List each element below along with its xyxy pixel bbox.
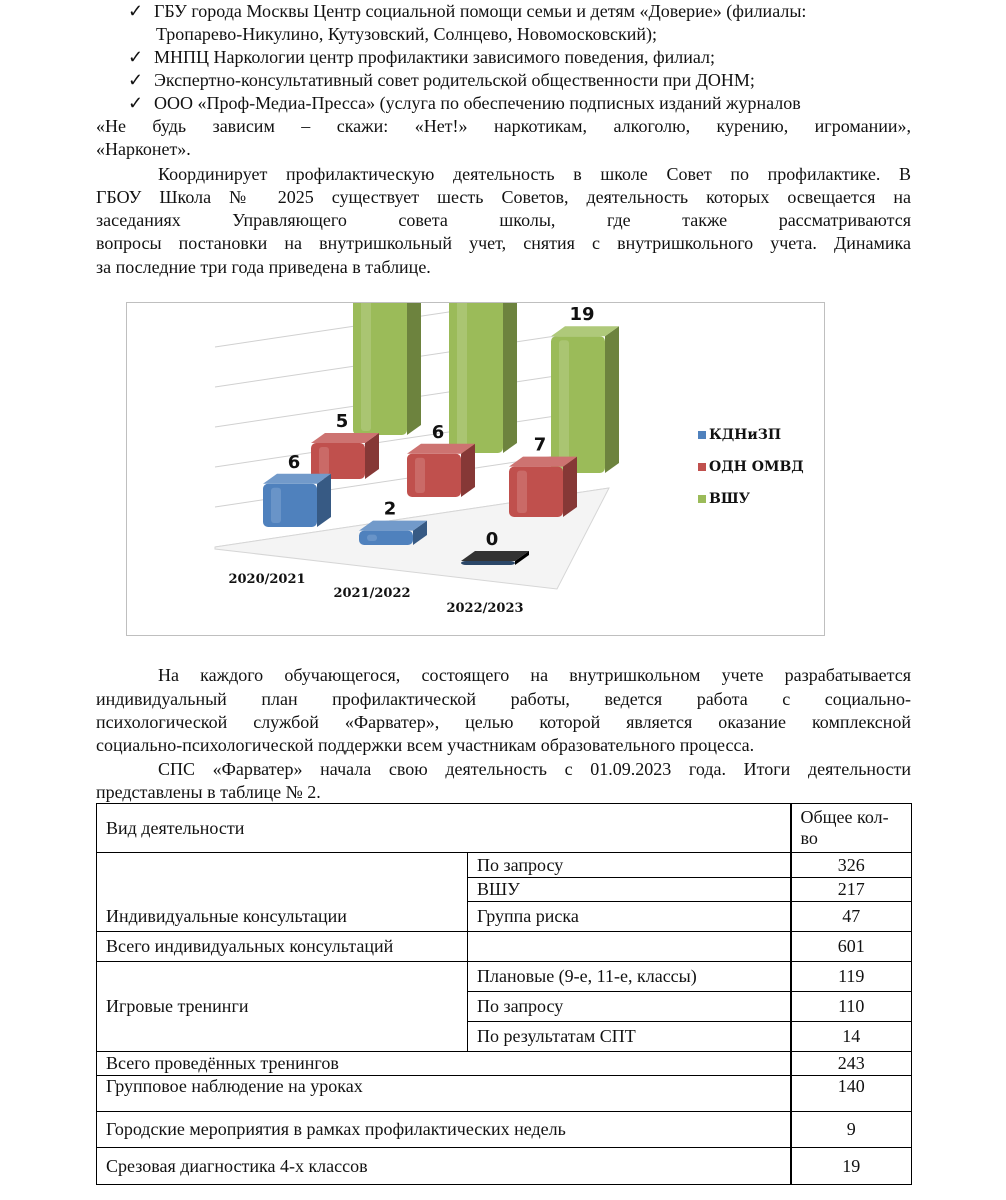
paragraph-line: индивидуальный план профилактической работы, ведется работа с социально- bbox=[96, 689, 911, 709]
bar bbox=[407, 444, 475, 497]
data-label: 7 bbox=[533, 434, 547, 456]
table-cell: 217 bbox=[791, 878, 912, 902]
table-cell: По результатам СПТ bbox=[468, 1022, 791, 1052]
legend-entry: ОДН ОМВД bbox=[709, 459, 804, 475]
paragraph-line: заседаниях Управляющего совета школы, где также рассматриваются bbox=[96, 210, 911, 230]
table-cell: Плановые (9-е, 11-е, классы) bbox=[468, 962, 791, 992]
category-label: 2020/2021 bbox=[228, 572, 306, 587]
header-activity: Вид деятельности bbox=[97, 804, 791, 853]
table-cell: Группа риска bbox=[468, 902, 791, 932]
check-icon: ✓ bbox=[128, 93, 144, 113]
table-cell: 326 bbox=[791, 853, 912, 878]
check-icon: ✓ bbox=[128, 47, 144, 67]
table-cell: 14 bbox=[791, 1022, 912, 1052]
category-label: 2022/2023 bbox=[446, 601, 524, 616]
paragraph-line: за последние три года приведена в таблице. bbox=[96, 257, 431, 277]
bar bbox=[311, 433, 379, 479]
table-cell bbox=[468, 932, 791, 962]
table-cell: 119 bbox=[791, 962, 912, 992]
legend-entry: ВШУ bbox=[709, 491, 750, 507]
data-label: 6 bbox=[287, 451, 301, 473]
data-label: 5 bbox=[335, 411, 349, 432]
paragraph-line: Координирует профилактическую деятельность в школе Совет по профилактике. В bbox=[158, 164, 911, 184]
table-cell: По запросу bbox=[468, 992, 791, 1022]
table-cell: 140 bbox=[791, 1076, 912, 1112]
bar bbox=[509, 457, 577, 517]
legend-swatch bbox=[698, 495, 706, 503]
table-cell: 243 bbox=[791, 1052, 912, 1076]
check-icon: ✓ bbox=[128, 1, 144, 21]
table-header-row bbox=[97, 804, 912, 853]
category-label: 2021/2022 bbox=[333, 586, 411, 601]
bullet-item-continuation: «Нарконет». bbox=[96, 139, 191, 159]
bullet-item-continuation: «Не будь зависим – скажи: «Нет!» наркотикам, алкоголю, курению, игромании», bbox=[96, 116, 911, 136]
bar bbox=[551, 326, 619, 473]
table-row bbox=[97, 853, 912, 878]
bar bbox=[449, 303, 517, 453]
trainings-label: Игровые тренинги bbox=[97, 962, 468, 1052]
paragraph-line: вопросы постановки на внутришкольный учет, снятия с внутришкольного учета. Динамика bbox=[96, 233, 911, 253]
table-cell: 19 bbox=[791, 1148, 912, 1185]
table-cell: По запросу bbox=[468, 853, 791, 878]
legend-swatch bbox=[698, 431, 706, 439]
table-cell: Всего проведённых тренингов bbox=[97, 1052, 791, 1076]
table-row bbox=[97, 932, 912, 962]
table-cell: ВШУ bbox=[468, 878, 791, 902]
table-cell: 9 bbox=[791, 1112, 912, 1148]
legend-swatch bbox=[698, 463, 706, 471]
activity-table bbox=[96, 803, 912, 1185]
table-cell: 47 bbox=[791, 902, 912, 932]
bar-chart bbox=[126, 302, 825, 636]
bullet-item: ✓ Экспертно-консультативный совет родительской общественности при ДОНМ; bbox=[128, 70, 755, 90]
bar bbox=[353, 303, 421, 435]
table-cell: Срезовая диагностика 4-х классов bbox=[97, 1148, 791, 1185]
table-cell: Групповое наблюдение на уроках bbox=[97, 1076, 791, 1112]
individual-consultations-label: Индивидуальные консультации bbox=[97, 853, 468, 932]
paragraph-line: представлены в таблице № 2. bbox=[96, 782, 321, 802]
paragraph-line: ГБОУ Школа № 2025 существует шесть Советов, деятельность которых освещается на bbox=[96, 187, 911, 207]
table-cell: Всего индивидуальных консультаций bbox=[97, 932, 468, 962]
paragraph-line: психологической службой «Фарватер», целью которой является оказание комплексной bbox=[96, 712, 911, 732]
paragraph-line: социально-психологической поддержки всем участникам образовательного процесса. bbox=[96, 735, 755, 755]
table-row bbox=[97, 1076, 912, 1112]
bullet-item: ✓ ООО «Проф-Медиа-Пресса» (услуга по обеспечению подписных изданий журналов bbox=[128, 93, 801, 113]
header-total: Общее кол-во bbox=[791, 804, 912, 853]
paragraph-line: На каждого обучающегося, состоящего на внутришкольном учете разрабатывается bbox=[158, 665, 911, 685]
table-cell: Городские мероприятия в рамках профилактических недель bbox=[97, 1112, 791, 1148]
data-label: 2 bbox=[383, 498, 397, 520]
table-cell: 110 bbox=[791, 992, 912, 1022]
table-row bbox=[97, 962, 912, 992]
bar bbox=[359, 521, 427, 545]
data-label: 0 bbox=[485, 529, 499, 550]
table-row bbox=[97, 1052, 912, 1076]
table-row bbox=[97, 1112, 912, 1148]
paragraph-line: СПС «Фарватер» начала свою деятельность с 01.09.2023 года. Итоги деятельности bbox=[158, 759, 911, 779]
table-row bbox=[97, 1148, 912, 1185]
data-label: 19 bbox=[569, 304, 595, 326]
bar bbox=[263, 474, 331, 527]
bullet-item: ✓ ГБУ города Москвы Центр социальной помощи семьи и детям «Доверие» (филиалы: bbox=[128, 1, 807, 21]
bullet-item-continuation: Тропарево-Никулино, Кутузовский, Солнцево, Новомосковский); bbox=[156, 24, 658, 44]
chart-svg bbox=[127, 303, 824, 635]
table-cell: 601 bbox=[791, 932, 912, 962]
legend-entry: КДНиЗП bbox=[709, 427, 782, 443]
bullet-item: ✓ МНПЦ Наркологии центр профилактики зависимого поведения, филиал; bbox=[128, 47, 716, 67]
check-icon: ✓ bbox=[128, 70, 144, 90]
data-label: 6 bbox=[431, 421, 445, 443]
